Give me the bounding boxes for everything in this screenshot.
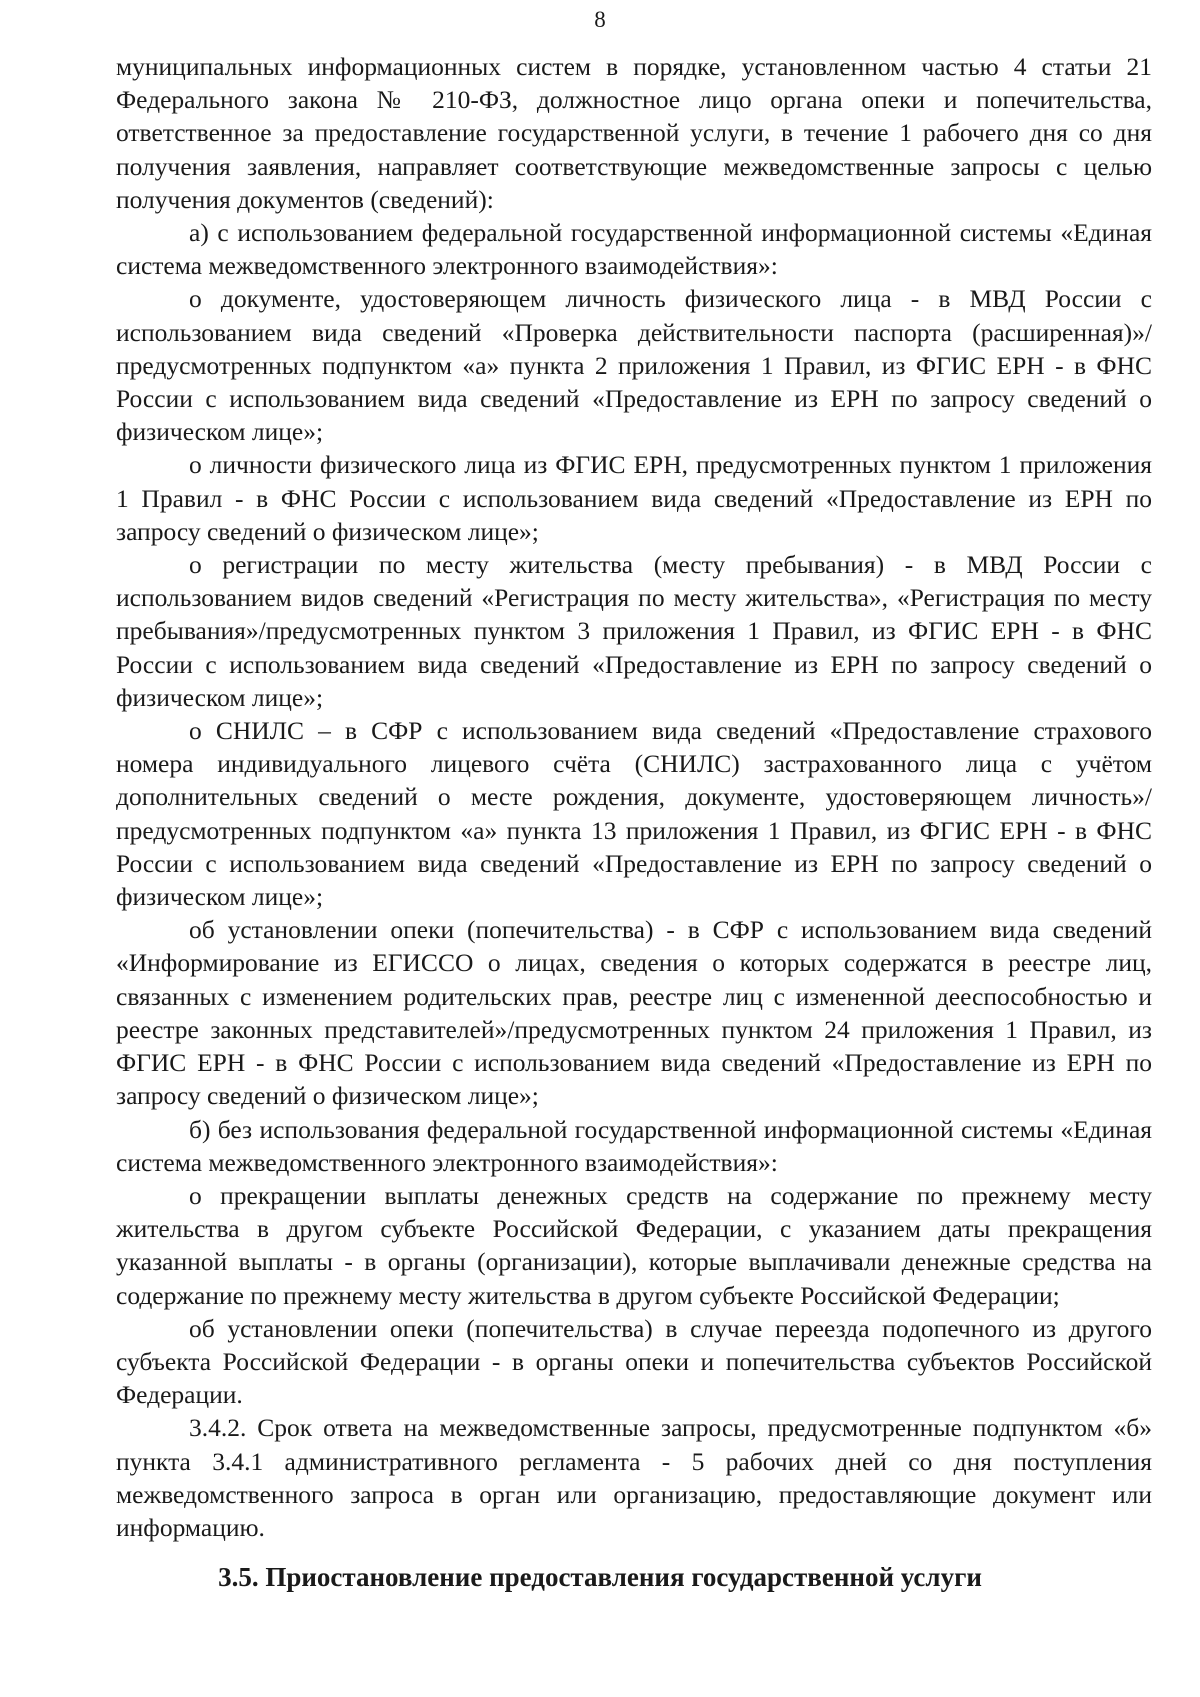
paragraph-item-b: б) без использования федеральной государственной информационной системы «Единая система межведомственного электронного взаимодействия»: — [116, 1114, 1152, 1177]
paragraph-continuation: муниципальных информационных систем в порядке, установленном частью 4 статьи 21 Федерального закона № 210-ФЗ, должностное лицо органа опеки и попечительства, ответственное за предоставление государственной услуги, в течение 1 рабочего дня со дня получения заявления, направляет соответствующие межведомственные запросы с целью получения документов (сведений): — [116, 52, 1152, 214]
paragraph-snils: о СНИЛС – в СФР с использованием вида сведений «Предоставление страхового номера индивидуального лицевого счёта (СНИЛС) застрахованного лица с учётом дополнительных сведений о месте рождения, документе, удостоверяющем личность»/предусмотренных подпунктом «а» пункта 13 приложения 1 Правил, из ФГИС ЕРН - в ФНС России с использованием вида сведений «Предоставление из ЕРН по запросу сведений о физическом лице»; — [116, 716, 1152, 912]
paragraph-registration: о регистрации по месту жительства (месту пребывания) - в МВД России с использованием видов сведений «Регистрация по месту жительства», «Регистрация по месту пребывания»/предусмотренных пунктом 3 приложения 1 Правил, из ФГИС ЕРН - в ФНС России с использованием вида сведений «Предоставление из ЕРН по запросу сведений о физическом лице»; — [116, 550, 1152, 712]
paragraph-guardianship: об установлении опеки (попечительства) - в СФР с использованием вида сведений «Информирование из ЕГИССО о лицах, сведения о которых содержатся в реестре лиц, связанных с изменением родительских прав, реестре лиц с измененной дееспособностью и реестре законных представителей»/предусмотренных пунктом 24 приложения 1 Правил, из ФГИС ЕРН - в ФНС России с использованием вида сведений «Предоставление из ЕРН по запросу сведений о физическом лице»; — [116, 915, 1152, 1111]
paragraph-item-a: а) с использованием федеральной государственной информационной системы «Единая система межведомственного электронного взаимодействия»: — [116, 218, 1152, 281]
section-heading: 3.5. Приостановление предоставления государственной услуги — [218, 1562, 982, 1592]
page-number: 8 — [594, 7, 606, 32]
paragraph-guardianship-relocation: об установлении опеки (попечительства) в случае переезда подопечного из другого субъекта Российской Федерации - в органы опеки и попечительства субъектов Российской Федерации. — [116, 1313, 1152, 1410]
document-body — [116, 50, 1152, 1544]
paragraph-payment-termination: о прекращении выплаты денежных средств на содержание по прежнему месту жительства в другом субъекте Российской Федерации, с указанием даты прекращения указанной выплаты - в органы (организации), которые выплачивали денежные средства на содержание по прежнему месту жительства в другом субъекте Российской Федерации; — [116, 1180, 1152, 1310]
paragraph-3-4-2: 3.4.2. Срок ответа на межведомственные запросы, предусмотренные подпунктом «б» пункта 3.4.1 административного регламента - 5 рабочих дней со дня поступления межведомственного запроса в орган или организацию, предоставляющие документ или информацию. — [116, 1413, 1152, 1542]
paragraph-identity-document: о документе, удостоверяющем личность физического лица - в МВД России с использованием вида сведений «Проверка действительности паспорта (расширенная)»/предусмотренных подпунктом «а» пункта 2 приложения 1 Правил, из ФГИС ЕРН - в ФНС России с использованием вида сведений «Предоставление из ЕРН по запросу сведений о физическом лице»; — [116, 284, 1152, 447]
paragraph-personal-data: о личности физического лица из ФГИС ЕРН, предусмотренных пунктом 1 приложения 1 Правил - в ФНС России с использованием вида сведений «Предоставление из ЕРН по запросу сведений о физическом лице»; — [116, 450, 1152, 546]
